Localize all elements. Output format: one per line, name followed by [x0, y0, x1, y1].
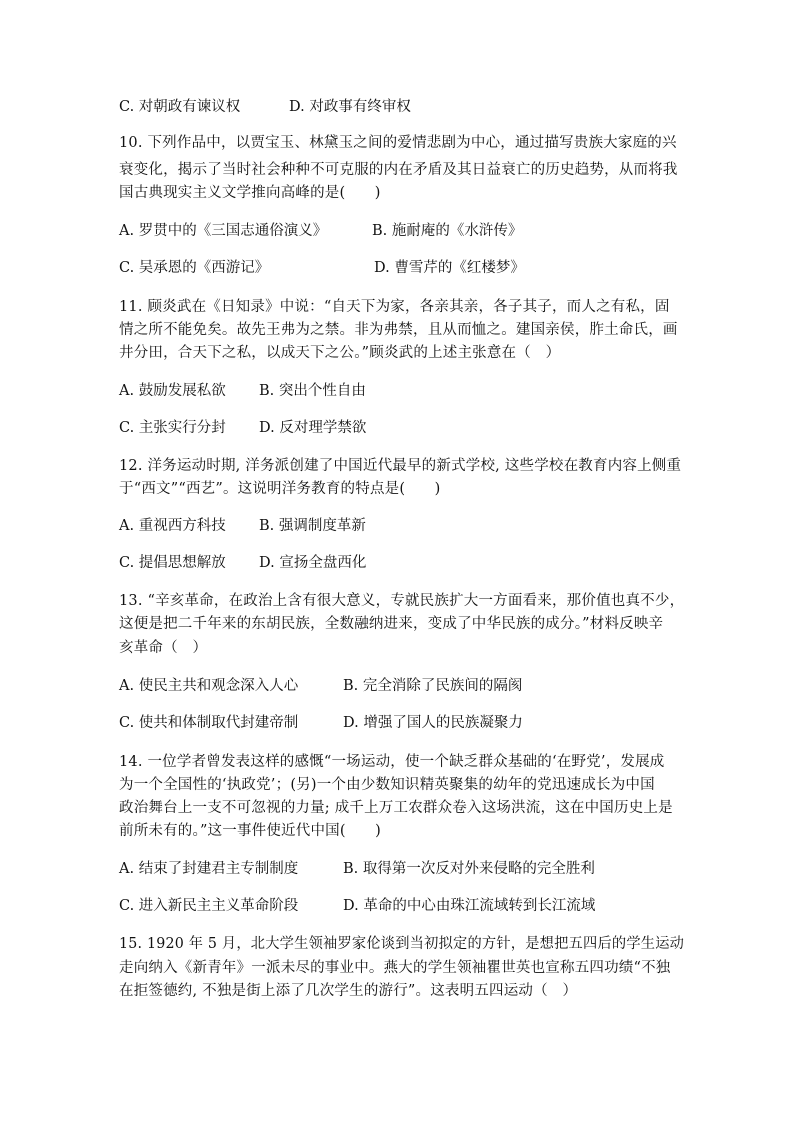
q14-option-d: D. 革命的中心由珠江流域转到长江流域: [343, 898, 596, 914]
q12-option-c: C. 提倡思想解放: [119, 555, 226, 571]
q10-line-2: 衰变化，揭示了当时社会种种不可克服的内在矛盾及其日益衰亡的历史趋势，从而将我: [119, 162, 678, 178]
q15-line-1: 15. 1920 年 5 月，北大学生领袖罗家伦谈到当初拟定的方针，是想把五四后的学生运动: [119, 936, 685, 952]
q11-option-c: C. 主张实行分封: [119, 420, 226, 436]
q12-option-d: D. 宣扬全盘西化: [259, 555, 367, 571]
q14-line-3: 政治舞台上一支不可忽视的力量; 成千上万工农群众卷入这场洪流，这在中国历史上是: [119, 800, 673, 816]
q14-line-2: 为一个全国性的‘执政党’；(另)一个由少数知识精英聚集的幼年的党迅速成长为中国: [119, 777, 655, 793]
q10-option-b: B. 施耐庵的《水浒传》: [372, 223, 523, 239]
q13-option-b: B. 完全消除了民族间的隔阂: [343, 678, 523, 694]
q10-option-d: D. 曹雪芹的《红楼梦》: [374, 260, 525, 276]
q10-option-a: A. 罗贯中的《三国志通俗演义》: [119, 223, 328, 239]
q13-option-a: A. 使民主共和观念深入人心: [119, 678, 299, 694]
q11-option-a: A. 鼓励发展私欲: [119, 383, 226, 399]
q14-option-b: B. 取得第一次反对外来侵略的完全胜利: [343, 861, 595, 877]
q12-option-a: A. 重视西方科技: [119, 518, 226, 534]
q11-line-1: 11. 顾炎武在《日知录》中说：“自天下为家，各亲其亲，各子其子，而人之有私，固: [119, 299, 670, 315]
q13-line-3: 亥革命（ ）: [119, 640, 208, 656]
q14-line-1: 14. 一位学者曾发表这样的感慨“一场运动，使一个缺乏群众基础的‘在野党’，发展成: [119, 754, 665, 770]
q11-option-b: B. 突出个性自由: [259, 383, 366, 399]
q15-line-3: 在拒签德约, 不独是街上添了几次学生的游行”。这表明五四运动（ ）: [119, 983, 578, 999]
q12-line-2: 于“西文”“西艺”。这说明洋务教育的特点是( ): [119, 481, 441, 497]
q13-option-d: D. 增强了国人的民族凝聚力: [343, 715, 523, 731]
q11-line-3: 井分田，合天下之私，以成天下之公。”顾炎武的上述主张意在（ ）: [119, 345, 561, 361]
q12-line-1: 12. 洋务运动时期, 洋务派创建了中国近代最早的新式学校, 这些学校在教育内容上侧重: [119, 458, 682, 474]
q10-line-3: 国古典现实主义文学推向高峰的是( ): [119, 185, 381, 201]
q13-line-1: 13. “辛亥革命，在政治上含有很大意义，专就民族扩大一方面看来，那价值也真不少，: [119, 593, 685, 609]
q9-option-c: C. 对朝政有谏议权: [119, 99, 241, 115]
q14-option-a: A. 结束了封建君主专制制度: [119, 861, 299, 877]
q11-line-2: 情之所不能免矣。故先王弗为之禁。非为弗禁，且从而恤之。建国亲侯，胙土命氏，画: [119, 322, 678, 338]
q14-line-4: 前所未有的。”这一事件使近代中国( ): [119, 823, 381, 839]
q13-option-c: C. 使共和体制取代封建帝制: [119, 715, 299, 731]
q14-option-c: C. 进入新民主主义革命阶段: [119, 898, 299, 914]
q9-option-d: D. 对政事有终审权: [289, 99, 411, 115]
q15-line-2: 走向纳入《新青年》一派未尽的事业中。燕大的学生领袖瞿世英也宣称五四功绩“不独: [119, 960, 671, 976]
q13-line-2: 这便是把二千年来的东胡民族，全数融纳进来，变成了中华民族的成分。”材料反映辛: [119, 616, 664, 632]
q11-option-d: D. 反对理学禁欲: [259, 420, 367, 436]
q10-option-c: C. 吴承恩的《西游记》: [119, 260, 270, 276]
q10-line-1: 10. 下列作品中，以贾宝玉、林黛玉之间的爱情悲剧为中心，通过描写贵族大家庭的兴: [119, 135, 677, 151]
q12-option-b: B. 强调制度革新: [259, 518, 366, 534]
